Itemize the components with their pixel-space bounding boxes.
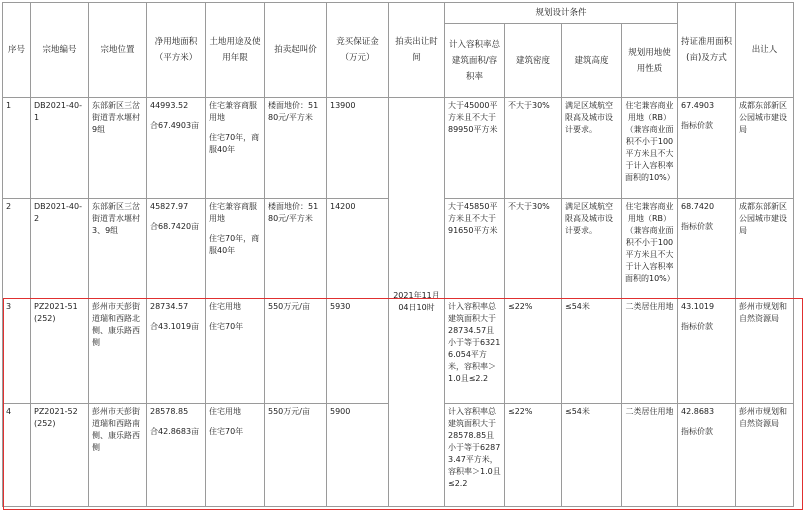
- land-auction-table: [2, 2, 794, 507]
- land-use-cell: [206, 404, 265, 507]
- far-cell: 大于45850平方米且不大于91650平方米: [445, 199, 505, 299]
- area-mu: 合43.1019亩: [150, 322, 200, 331]
- cert-area: 42.8683: [681, 407, 715, 416]
- header-start-price: 拍卖起叫价: [265, 3, 327, 98]
- start-price-cell: 550万元/亩: [265, 404, 327, 507]
- header-planning-group: 规划设计条件: [445, 3, 678, 24]
- parcel-no-cell: DB2021-40-2: [31, 199, 89, 299]
- height-cell: 满足区域航空限高及城市设计要求。: [562, 199, 622, 299]
- area-mu: 合68.7420亩: [150, 222, 200, 231]
- density-cell: 不大于30%: [505, 199, 562, 299]
- area-mu: 合42.8683亩: [150, 427, 200, 436]
- deposit-cell: 5930: [327, 299, 389, 404]
- land-use-term: 住宅70年，商服40年: [209, 234, 260, 255]
- area-mu: 合67.4903亩: [150, 121, 200, 130]
- header-planning-use: 规划用地使用性质: [622, 24, 678, 98]
- area-cell: [147, 98, 206, 199]
- location-cell: 彭州市天彭街道瑞和西路南侧、康乐路西侧: [89, 404, 147, 507]
- land-use-type: 住宅用地: [209, 302, 241, 311]
- land-use-type: 住宅兼容商服用地: [209, 202, 257, 223]
- far-cell: 计入容积率总建筑面积大于28734.57且小于等于63216.054平方米，容积率＞1.0且≤2.2: [445, 299, 505, 404]
- density-cell: 不大于30%: [505, 98, 562, 199]
- cert-method: 指标价款: [681, 427, 713, 436]
- land-use-type: 住宅兼容商服用地: [209, 101, 257, 122]
- deposit-cell: 14200: [327, 199, 389, 299]
- area-cell: [147, 404, 206, 507]
- table-row: [3, 98, 794, 199]
- header-far: 计入容积率总建筑面积/容积率: [445, 24, 505, 98]
- cert-method: 指标价款: [681, 121, 713, 130]
- location-cell: 东部新区三岔街道青水堰村9组: [89, 98, 147, 199]
- area-cell: [147, 199, 206, 299]
- land-use-term: 住宅70年: [209, 322, 244, 331]
- height-cell: ≤54米: [562, 299, 622, 404]
- auction-time-cell: 2021年11月04日10时: [389, 98, 445, 507]
- deposit-cell: 13900: [327, 98, 389, 199]
- cert-cell: [678, 199, 736, 299]
- transferor-cell: 彭州市规划和自然资源局: [736, 404, 794, 507]
- density-cell: ≤22%: [505, 404, 562, 507]
- cert-method: 指标价款: [681, 322, 713, 331]
- header-location: 宗地位置: [89, 3, 147, 98]
- area-sqm: 44993.52: [150, 101, 189, 110]
- height-cell: ≤54米: [562, 404, 622, 507]
- cert-method: 指标价款: [681, 222, 713, 231]
- cert-area: 67.4903: [681, 101, 715, 110]
- transferor-cell: 成都东部新区公园城市建设局: [736, 199, 794, 299]
- header-height: 建筑高度: [562, 24, 622, 98]
- parcel-no-cell: PZ2021-51(252): [31, 299, 89, 404]
- deposit-cell: 5900: [327, 404, 389, 507]
- cert-cell: [678, 299, 736, 404]
- land-use-cell: [206, 299, 265, 404]
- land-use-cell: [206, 199, 265, 299]
- header-transferor: 出让人: [736, 3, 794, 98]
- area-cell: [147, 299, 206, 404]
- planning-use-cell: 住宅兼容商业用地（RB）（兼容商业面积不小于100平方米且不大于计入容积率面积的10%）: [622, 98, 678, 199]
- seq-cell: 4: [3, 404, 31, 507]
- header-parcel-no: 宗地编号: [31, 3, 89, 98]
- land-use-term: 住宅70年，商服40年: [209, 133, 260, 154]
- far-cell: 大于45000平方米且不大于89950平方米: [445, 98, 505, 199]
- height-cell: 满足区域航空限高及城市设计要求。: [562, 98, 622, 199]
- seq-cell: 3: [3, 299, 31, 404]
- planning-use-cell: 住宅兼容商业用地（RB）（兼容商业面积不小于100平方米且不大于计入容积率面积的10%）: [622, 199, 678, 299]
- parcel-no-cell: DB2021-40-1: [31, 98, 89, 199]
- cert-area: 43.1019: [681, 302, 715, 311]
- parcel-no-cell: PZ2021-52(252): [31, 404, 89, 507]
- land-use-term: 住宅70年: [209, 427, 244, 436]
- header-seq: 序号: [3, 3, 31, 98]
- area-sqm: 28578.85: [150, 407, 189, 416]
- land-use-type: 住宅用地: [209, 407, 241, 416]
- header-cert-area: 持证准用面积(亩)及方式: [678, 3, 736, 98]
- cert-cell: [678, 404, 736, 507]
- header-auction-time: 拍卖出让时间: [389, 3, 445, 98]
- planning-use-cell: 二类居住用地: [622, 404, 678, 507]
- land-use-cell: [206, 98, 265, 199]
- seq-cell: 1: [3, 98, 31, 199]
- cert-cell: [678, 98, 736, 199]
- transferor-cell: 成都东部新区公园城市建设局: [736, 98, 794, 199]
- header-deposit: 竞买保证金（万元）: [327, 3, 389, 98]
- density-cell: ≤22%: [505, 299, 562, 404]
- header-density: 建筑密度: [505, 24, 562, 98]
- location-cell: 彭州市天彭街道瑞和西路北侧、康乐路西侧: [89, 299, 147, 404]
- cert-area: 68.7420: [681, 202, 715, 211]
- seq-cell: 2: [3, 199, 31, 299]
- far-cell: 计入容积率总建筑面积大于28578.85且小于等于62873.47平方米，容积率＞1.0且≤2.2: [445, 404, 505, 507]
- location-cell: 东部新区三岔街道青水堰村3、9组: [89, 199, 147, 299]
- header-land-use: 土地用途及使用年限: [206, 3, 265, 98]
- start-price-cell: 楼面地价：5180元/平方米: [265, 199, 327, 299]
- header-net-area: 净用地面积（平方米）: [147, 3, 206, 98]
- planning-use-cell: 二类居住用地: [622, 299, 678, 404]
- area-sqm: 28734.57: [150, 302, 189, 311]
- start-price-cell: 楼面地价：5180元/平方米: [265, 98, 327, 199]
- area-sqm: 45827.97: [150, 202, 189, 211]
- transferor-cell: 彭州市规划和自然资源局: [736, 299, 794, 404]
- start-price-cell: 550万元/亩: [265, 299, 327, 404]
